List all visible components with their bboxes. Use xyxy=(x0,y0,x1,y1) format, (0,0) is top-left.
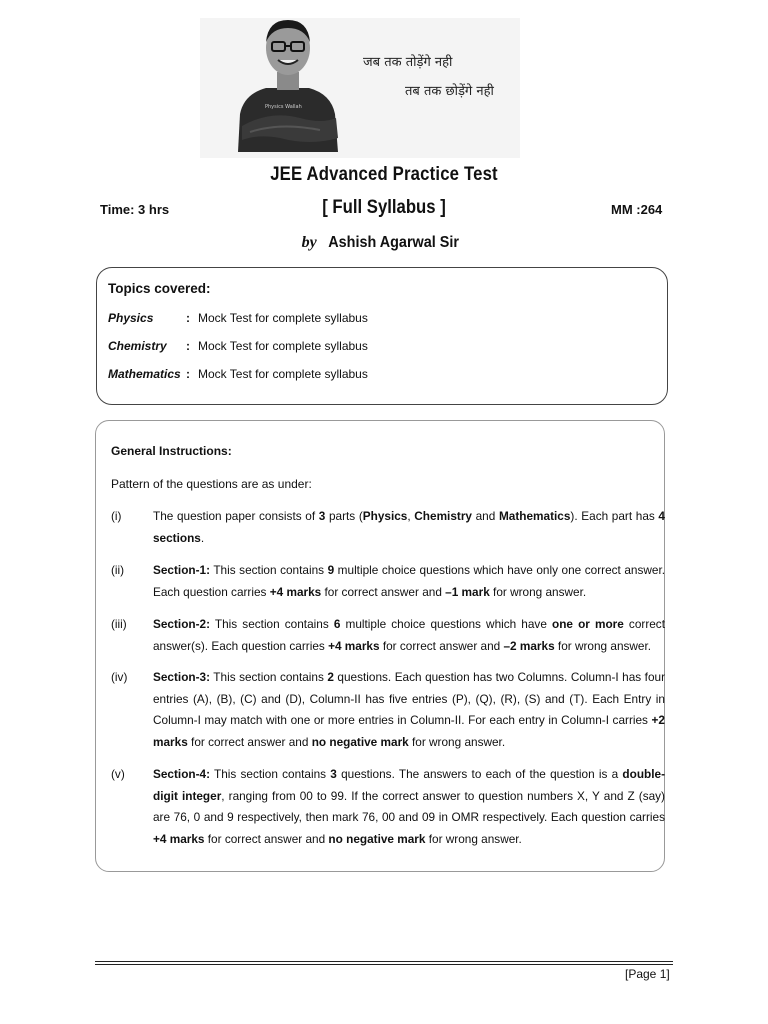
time-duration: Time: 3 hrs xyxy=(100,202,170,217)
max-marks: MM :264 xyxy=(611,202,663,217)
test-subtitle: [ Full Syllabus ] xyxy=(322,197,446,218)
topic-description: Mock Test for complete syllabus xyxy=(198,339,368,353)
item-number: (ii) xyxy=(111,563,125,577)
footer-rule-top xyxy=(95,961,673,962)
topic-description: Mock Test for complete syllabus xyxy=(198,311,368,325)
item-text: Section-4: This section contains 3 questions. The answers to each of the question is a double-digit integer, ranging from 00 to 99. If the correct answer to question numbers X, Y and Z (say) are 76, 0 and 9 respectively, then mark 76, 00 and 09 in OMR respectively. Each question carries +4 marks for correct answer and no negative mark for wrong answer. xyxy=(153,767,665,846)
item-text: The question paper consists of 3 parts (Physics, Chemistry and Mathematics). Each part has 4 sections. xyxy=(153,509,665,545)
topic-subject: Physics xyxy=(108,311,154,325)
item-number: (i) xyxy=(111,509,122,523)
author-by: by xyxy=(301,234,317,251)
shirt-text: Physics Wallah xyxy=(265,104,302,110)
topic-subject: Mathematics xyxy=(108,367,181,381)
instructions-box xyxy=(95,420,665,872)
test-title: JEE Advanced Practice Test xyxy=(270,164,498,185)
topic-colon: : xyxy=(186,367,190,381)
page-number: [Page 1] xyxy=(625,967,670,981)
footer-rule-bottom xyxy=(95,964,673,965)
teacher-portrait-icon xyxy=(230,14,345,152)
author-line xyxy=(0,234,768,252)
item-number: (iv) xyxy=(111,670,128,684)
instructions-heading: General Instructions: xyxy=(111,444,232,458)
pattern-line: Pattern of the questions are as under: xyxy=(111,477,312,491)
item-text: Section-2: This section contains 6 multiple choice questions which have one or more correct answer(s). Each question carries +4 marks for correct answer and –2 marks for wrong answer. xyxy=(153,617,665,653)
topics-box xyxy=(96,267,668,405)
item-text: Section-3: This section contains 2 questions. Each question has two Columns. Column-I has four entries (A), (B), (C) and (D), Column-II has five entries (P), (Q), (R), (S) and (T). Each Entry in Column-I may match with one or more entries in Column-II. For each entry in Column-I carries +2 marks for correct answer and no negative mark for wrong answer. xyxy=(153,670,665,749)
item-number: (v) xyxy=(111,767,125,781)
author-name: Ashish Agarwal Sir xyxy=(328,234,460,251)
tagline-line-1: जब तक तोड़ेंगे नही xyxy=(363,55,453,70)
topic-colon: : xyxy=(186,339,190,353)
topic-subject: Chemistry xyxy=(108,339,167,353)
item-number: (iii) xyxy=(111,617,127,631)
topic-description: Mock Test for complete syllabus xyxy=(198,367,368,381)
topic-colon: : xyxy=(186,311,190,325)
tagline-line-2: तब तक छोड़ेंगे नही xyxy=(405,84,494,99)
topics-heading: Topics covered: xyxy=(108,281,211,296)
item-text: Section-1: This section contains 9 multiple choice questions which have only one correct answer. Each question carries +4 marks for correct answer and –1 mark for wrong answer. xyxy=(153,563,665,599)
